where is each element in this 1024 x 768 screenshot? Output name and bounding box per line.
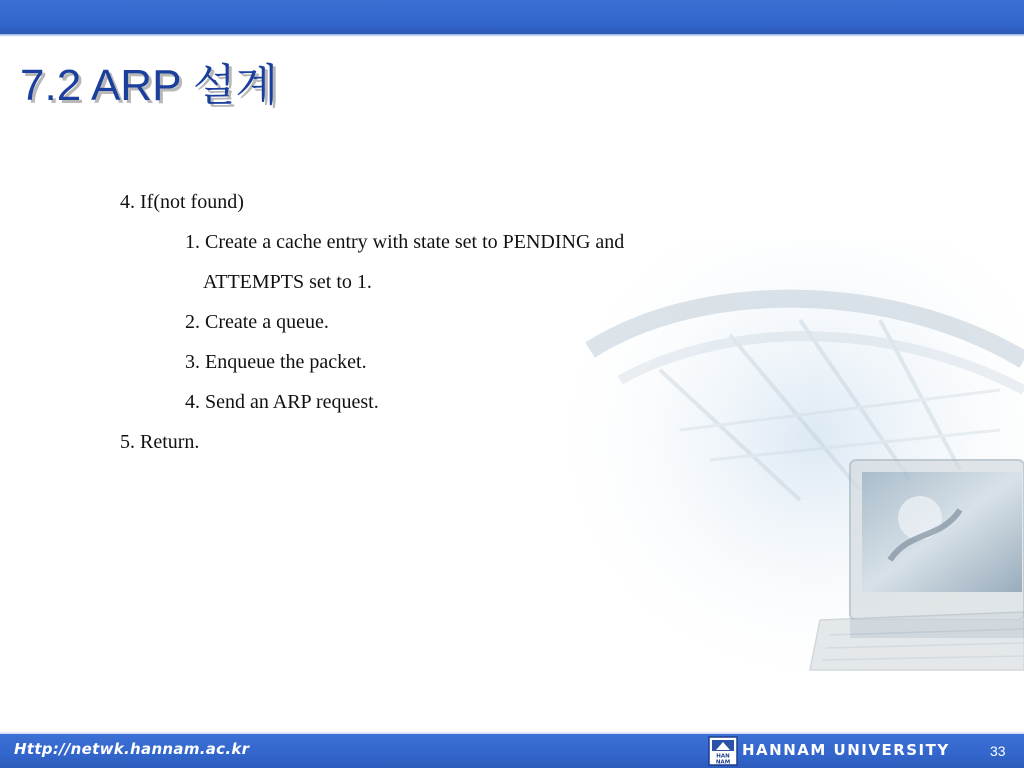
body-line: 4. Send an ARP request. [185, 391, 379, 413]
body-line: 1. Create a cache entry with state set to PENDING and [185, 231, 625, 253]
body-line: 4. If(not found) [120, 191, 244, 213]
body-line: ATTEMPTS set to 1. [203, 271, 372, 293]
slide-title: 7.2 ARP 설계 [20, 61, 278, 110]
svg-text:NAM: NAM [715, 759, 731, 766]
body-line: 2. Create a queue. [185, 311, 329, 333]
page-number: 33 [990, 743, 1006, 759]
footer-url-link[interactable]: Http://netwk.hannam.ac.kr [14, 740, 250, 758]
svg-text:HAN: HAN [716, 753, 730, 760]
body-line: 3. Enqueue the packet. [185, 351, 367, 373]
hannam-university-logo-icon [708, 736, 738, 766]
body-line: 5. Return. [120, 431, 200, 453]
university-name: HANNAM UNIVERSITY [742, 741, 950, 759]
